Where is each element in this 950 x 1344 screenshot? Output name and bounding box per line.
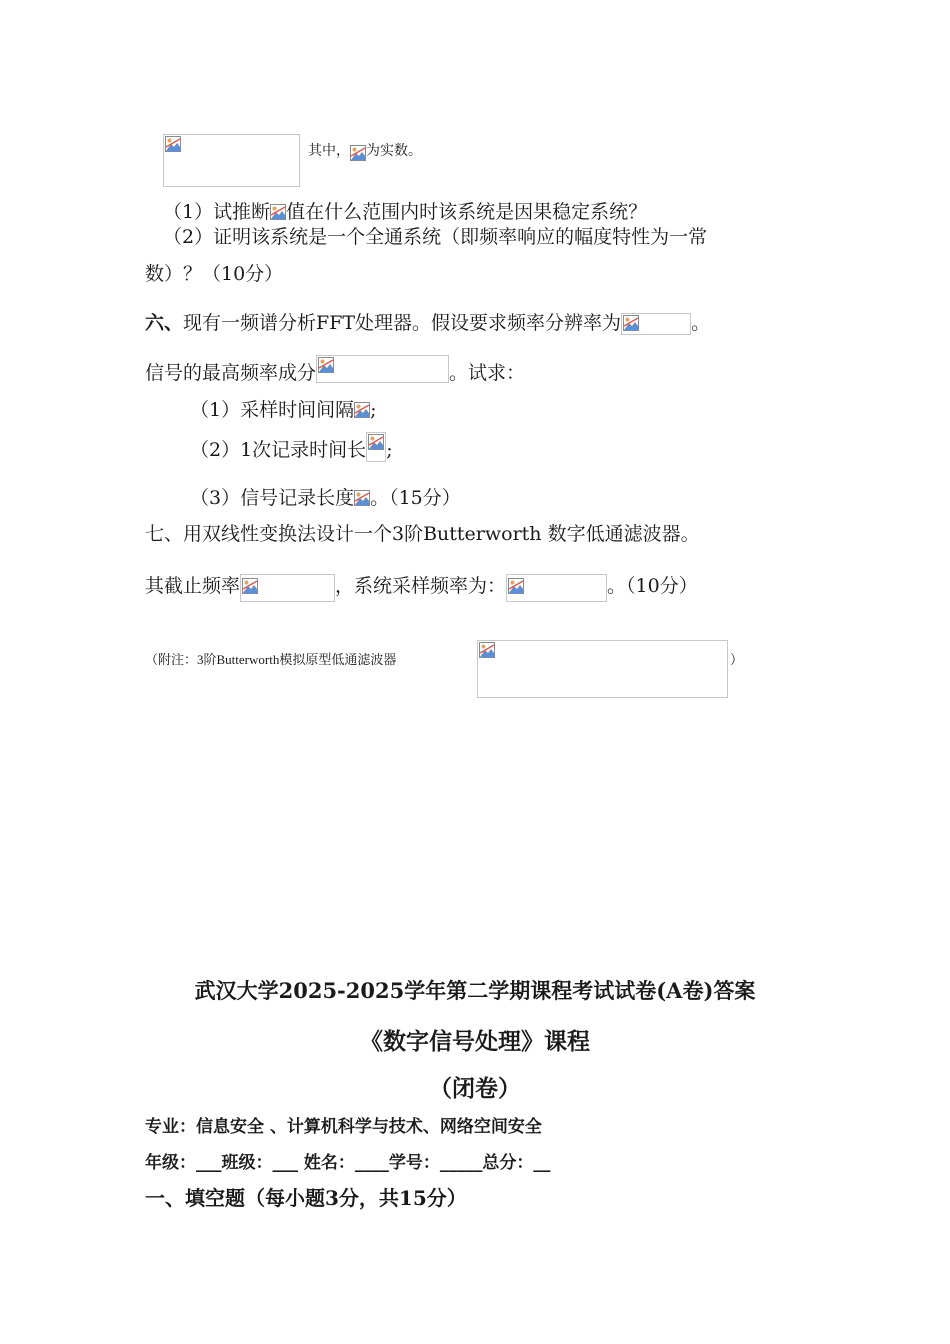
q6-line2: 信号的最高频率成分 。试求： [145, 355, 525, 385]
q7-line2: 其截止频率 ，系统采样频率为： 。（10分） [145, 574, 698, 602]
broken-image-icon [354, 402, 370, 418]
q6-line1: 六、现有一频谱分析FFT处理器。假设要求频率分辨率为 。 [145, 312, 711, 334]
q5-sub2: （2）证明该系统是一个全通系统（即频率响应的幅度特性为一常 [163, 226, 708, 248]
broken-image-icon [270, 204, 286, 220]
formula-image [477, 640, 728, 698]
section-1-heading: 一、填空题（每小题3分，共15分） [145, 1186, 467, 1210]
formula-image [316, 355, 449, 383]
q5-sub2-cont: 数）？（10分） [145, 263, 284, 285]
course-title: 《数字信号处理》课程 [360, 1028, 590, 1055]
q6-sub3: （3）信号记录长度 。（15分） [190, 487, 461, 509]
q6-sub2: （2）1次记录时间长 ; [190, 432, 393, 462]
broken-image-icon [165, 136, 181, 152]
formula-image [240, 574, 335, 602]
formula-image [163, 134, 300, 187]
student-fields: 年级：___班级：___ 姓名：____学号：_____总分：__ [145, 1153, 551, 1173]
broken-image-icon [242, 578, 258, 594]
broken-image-icon [508, 578, 524, 594]
formula-image [506, 574, 607, 602]
q7-line1: 七、用双线性变换法设计一个3阶Butterworth 数字低通滤波器。 [145, 523, 700, 545]
closed-book: （闭卷） [429, 1075, 521, 1102]
q7-appendix: （附注：3阶Butterworth模拟原型低通滤波器 [145, 652, 397, 667]
answer-title: 武汉大学2025-2025学年第二学期课程考试试卷(A卷)答案 [194, 978, 756, 1003]
formula-image [621, 313, 691, 335]
q6-sub1: （1）采样时间间隔 ; [190, 399, 377, 421]
q6-number: 六、 [145, 312, 184, 334]
broken-image-icon [623, 315, 639, 331]
broken-image-icon [350, 145, 366, 161]
q7-appendix-close: ） [730, 652, 744, 667]
broken-image-icon [479, 642, 495, 658]
q5-note: 其中， 为实数。 [308, 143, 422, 159]
broken-image-icon [354, 490, 370, 506]
q5-sub1: （1）试推断 值在什么范围内时该系统是因果稳定系统？ [163, 201, 648, 223]
major-line: 专业：信息安全 、计算机科学与技术、网络空间安全 [145, 1117, 542, 1137]
broken-image-icon [368, 434, 384, 450]
formula-image [366, 432, 386, 462]
broken-image-icon [318, 357, 334, 373]
